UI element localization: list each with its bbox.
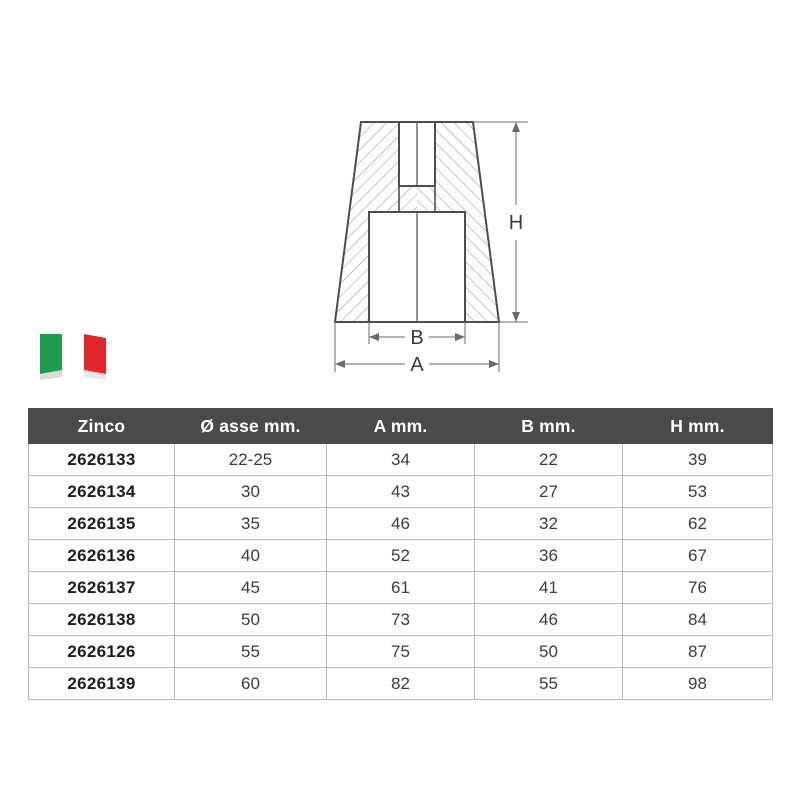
table-row (29, 444, 773, 476)
cell-diameter: 45 (175, 572, 327, 604)
cell-h: 98 (623, 668, 773, 700)
table-header-row (29, 409, 773, 444)
cell-h: 39 (623, 444, 773, 476)
cell-b: 46 (475, 604, 623, 636)
cell-a: 75 (327, 636, 475, 668)
cell-h: 67 (623, 540, 773, 572)
cell-diameter: 60 (175, 668, 327, 700)
cell-code: 2626133 (29, 444, 175, 476)
column-header-a: A mm. (327, 409, 475, 444)
cell-a: 61 (327, 572, 475, 604)
cell-code: 2626138 (29, 604, 175, 636)
cell-a: 46 (327, 508, 475, 540)
italian-flag-icon (36, 330, 110, 380)
table-row (29, 540, 773, 572)
column-header-diameter: Ø asse mm. (175, 409, 327, 444)
cell-b: 27 (475, 476, 623, 508)
cell-b: 50 (475, 636, 623, 668)
table-row (29, 636, 773, 668)
dimension-label-b: B (410, 327, 424, 349)
cell-code: 2626139 (29, 668, 175, 700)
cell-h: 53 (623, 476, 773, 508)
cell-b: 32 (475, 508, 623, 540)
cell-h: 87 (623, 636, 773, 668)
dimension-b (369, 322, 465, 349)
cell-b: 22 (475, 444, 623, 476)
cell-diameter: 50 (175, 604, 327, 636)
cell-diameter: 55 (175, 636, 327, 668)
column-header-h: H mm. (623, 409, 773, 444)
table-row (29, 476, 773, 508)
cell-diameter: 30 (175, 476, 327, 508)
cell-code: 2626136 (29, 540, 175, 572)
cell-diameter: 35 (175, 508, 327, 540)
dimension-label-h: H (508, 212, 524, 234)
cell-b: 41 (475, 572, 623, 604)
cell-code: 2626134 (29, 476, 175, 508)
cell-code: 2626126 (29, 636, 175, 668)
dimension-label-a: A (410, 354, 424, 376)
specification-table (28, 408, 773, 700)
table-row (29, 572, 773, 604)
table-row (29, 604, 773, 636)
cell-a: 52 (327, 540, 475, 572)
cell-a: 73 (327, 604, 475, 636)
cell-h: 76 (623, 572, 773, 604)
table-row (29, 668, 773, 700)
anode-body (335, 122, 499, 322)
cell-h: 62 (623, 508, 773, 540)
cell-b: 55 (475, 668, 623, 700)
table-row (29, 508, 773, 540)
cell-a: 43 (327, 476, 475, 508)
italian-flag-graphic (36, 330, 110, 380)
cell-diameter: 40 (175, 540, 327, 572)
column-header-zinco: Zinco (29, 409, 175, 444)
cell-code: 2626135 (29, 508, 175, 540)
cell-a: 82 (327, 668, 475, 700)
cell-a: 34 (327, 444, 475, 476)
cell-h: 84 (623, 604, 773, 636)
cell-b: 36 (475, 540, 623, 572)
cell-code: 2626137 (29, 572, 175, 604)
column-header-b: B mm. (475, 409, 623, 444)
cell-diameter: 22-25 (175, 444, 327, 476)
